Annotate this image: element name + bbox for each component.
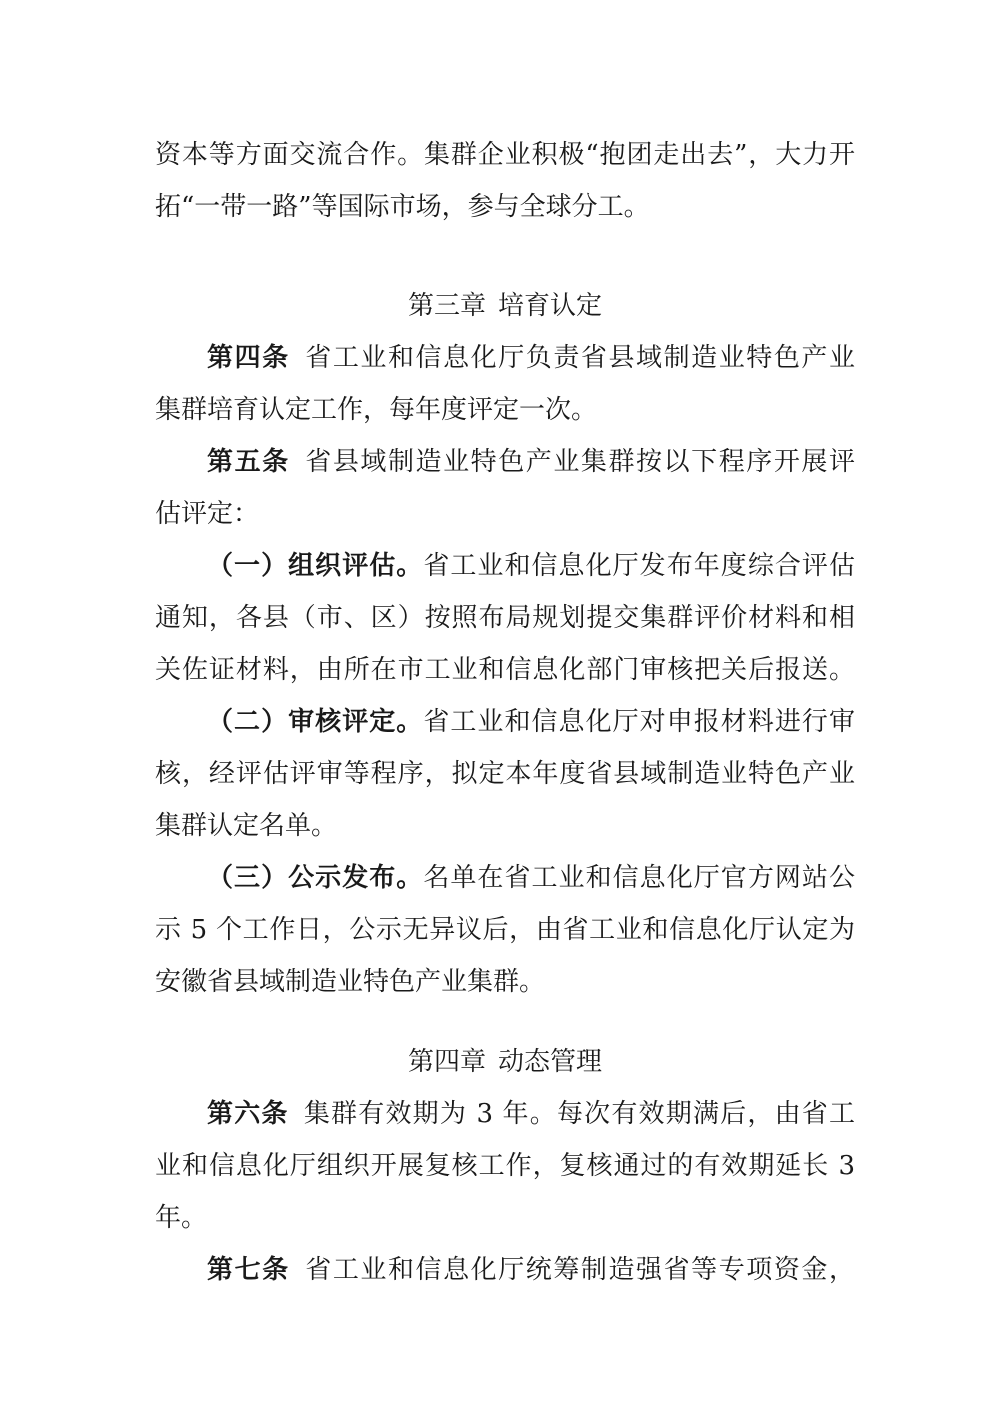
chapter-3-heading [155, 286, 855, 326]
item-1-line-3: 关佐证材料，由所在市工业和信息化部门审核把关后报送。 [155, 655, 855, 685]
article-4-label: 第四条 [207, 343, 290, 373]
item-2-line-3: 集群认定名单。 [155, 811, 338, 841]
item-3-line-1 [207, 858, 855, 898]
article-5-text-1: 省县域制造业特色产业集群按以下程序开展评 [303, 447, 855, 477]
article-6-line-3: 年。 [155, 1203, 208, 1233]
item-2-text-1: 省工业和信息化厅对申报材料进行审 [423, 707, 855, 737]
chapter-4-title: 动态管理 [498, 1047, 603, 1077]
item-3-label: （三）公示发布。 [207, 863, 424, 893]
item-1-line-1 [207, 546, 855, 586]
item-2-label: （二）审核评定。 [207, 707, 424, 737]
chapter-4-number: 第四章 [407, 1047, 486, 1077]
article-4-line-2: 集群培育认定工作，每年度评定一次。 [155, 395, 598, 425]
chapter-3-number: 第三章 [407, 291, 486, 321]
article-7-line-1 [207, 1250, 855, 1290]
article-5-line-1 [207, 442, 855, 482]
item-1-label: （一）组织评估。 [207, 551, 424, 581]
item-2-line-1 [207, 702, 855, 742]
article-7-label: 第七条 [207, 1255, 290, 1285]
item-2-line-2: 核，经评估评审等程序，拟定本年度省县域制造业特色产业 [155, 759, 855, 789]
intro-line-1: 资本等方面交流合作。集群企业积极“抱团走出去”，大力开 [155, 140, 855, 170]
intro-line-2: 拓“一带一路”等国际市场，参与全球分工。 [155, 192, 650, 222]
article-5-label: 第五条 [207, 447, 290, 477]
chapter-4-heading [155, 1042, 855, 1082]
item-3-line-2: 示 5 个工作日，公示无异议后，由省工业和信息化厅认定为 [155, 915, 855, 945]
article-6-label: 第六条 [207, 1099, 289, 1129]
article-6-line-1 [207, 1094, 855, 1134]
article-4-line-1 [207, 338, 855, 378]
chapter-3-title: 培育认定 [498, 291, 603, 321]
item-3-text-1: 名单在省工业和信息化厅官方网站公 [423, 863, 855, 893]
article-5-line-2: 估评定： [155, 499, 260, 529]
item-3-line-3: 安徽省县域制造业特色产业集群。 [155, 967, 546, 997]
article-4-text-1: 省工业和信息化厅负责省县域制造业特色产业 [303, 343, 855, 373]
item-1-line-2: 通知，各县（市、区）按照布局规划提交集群评价材料和相 [155, 603, 855, 633]
article-7-text-1: 省工业和信息化厅统筹制造强省等专项资金， [303, 1255, 855, 1285]
article-6-text-1: 集群有效期为 3 年。每次有效期满后，由省工 [302, 1099, 855, 1129]
article-6-line-2: 业和信息化厅组织开展复核工作，复核通过的有效期延长 3 [155, 1151, 855, 1181]
item-1-text-1: 省工业和信息化厅发布年度综合评估 [423, 551, 855, 581]
